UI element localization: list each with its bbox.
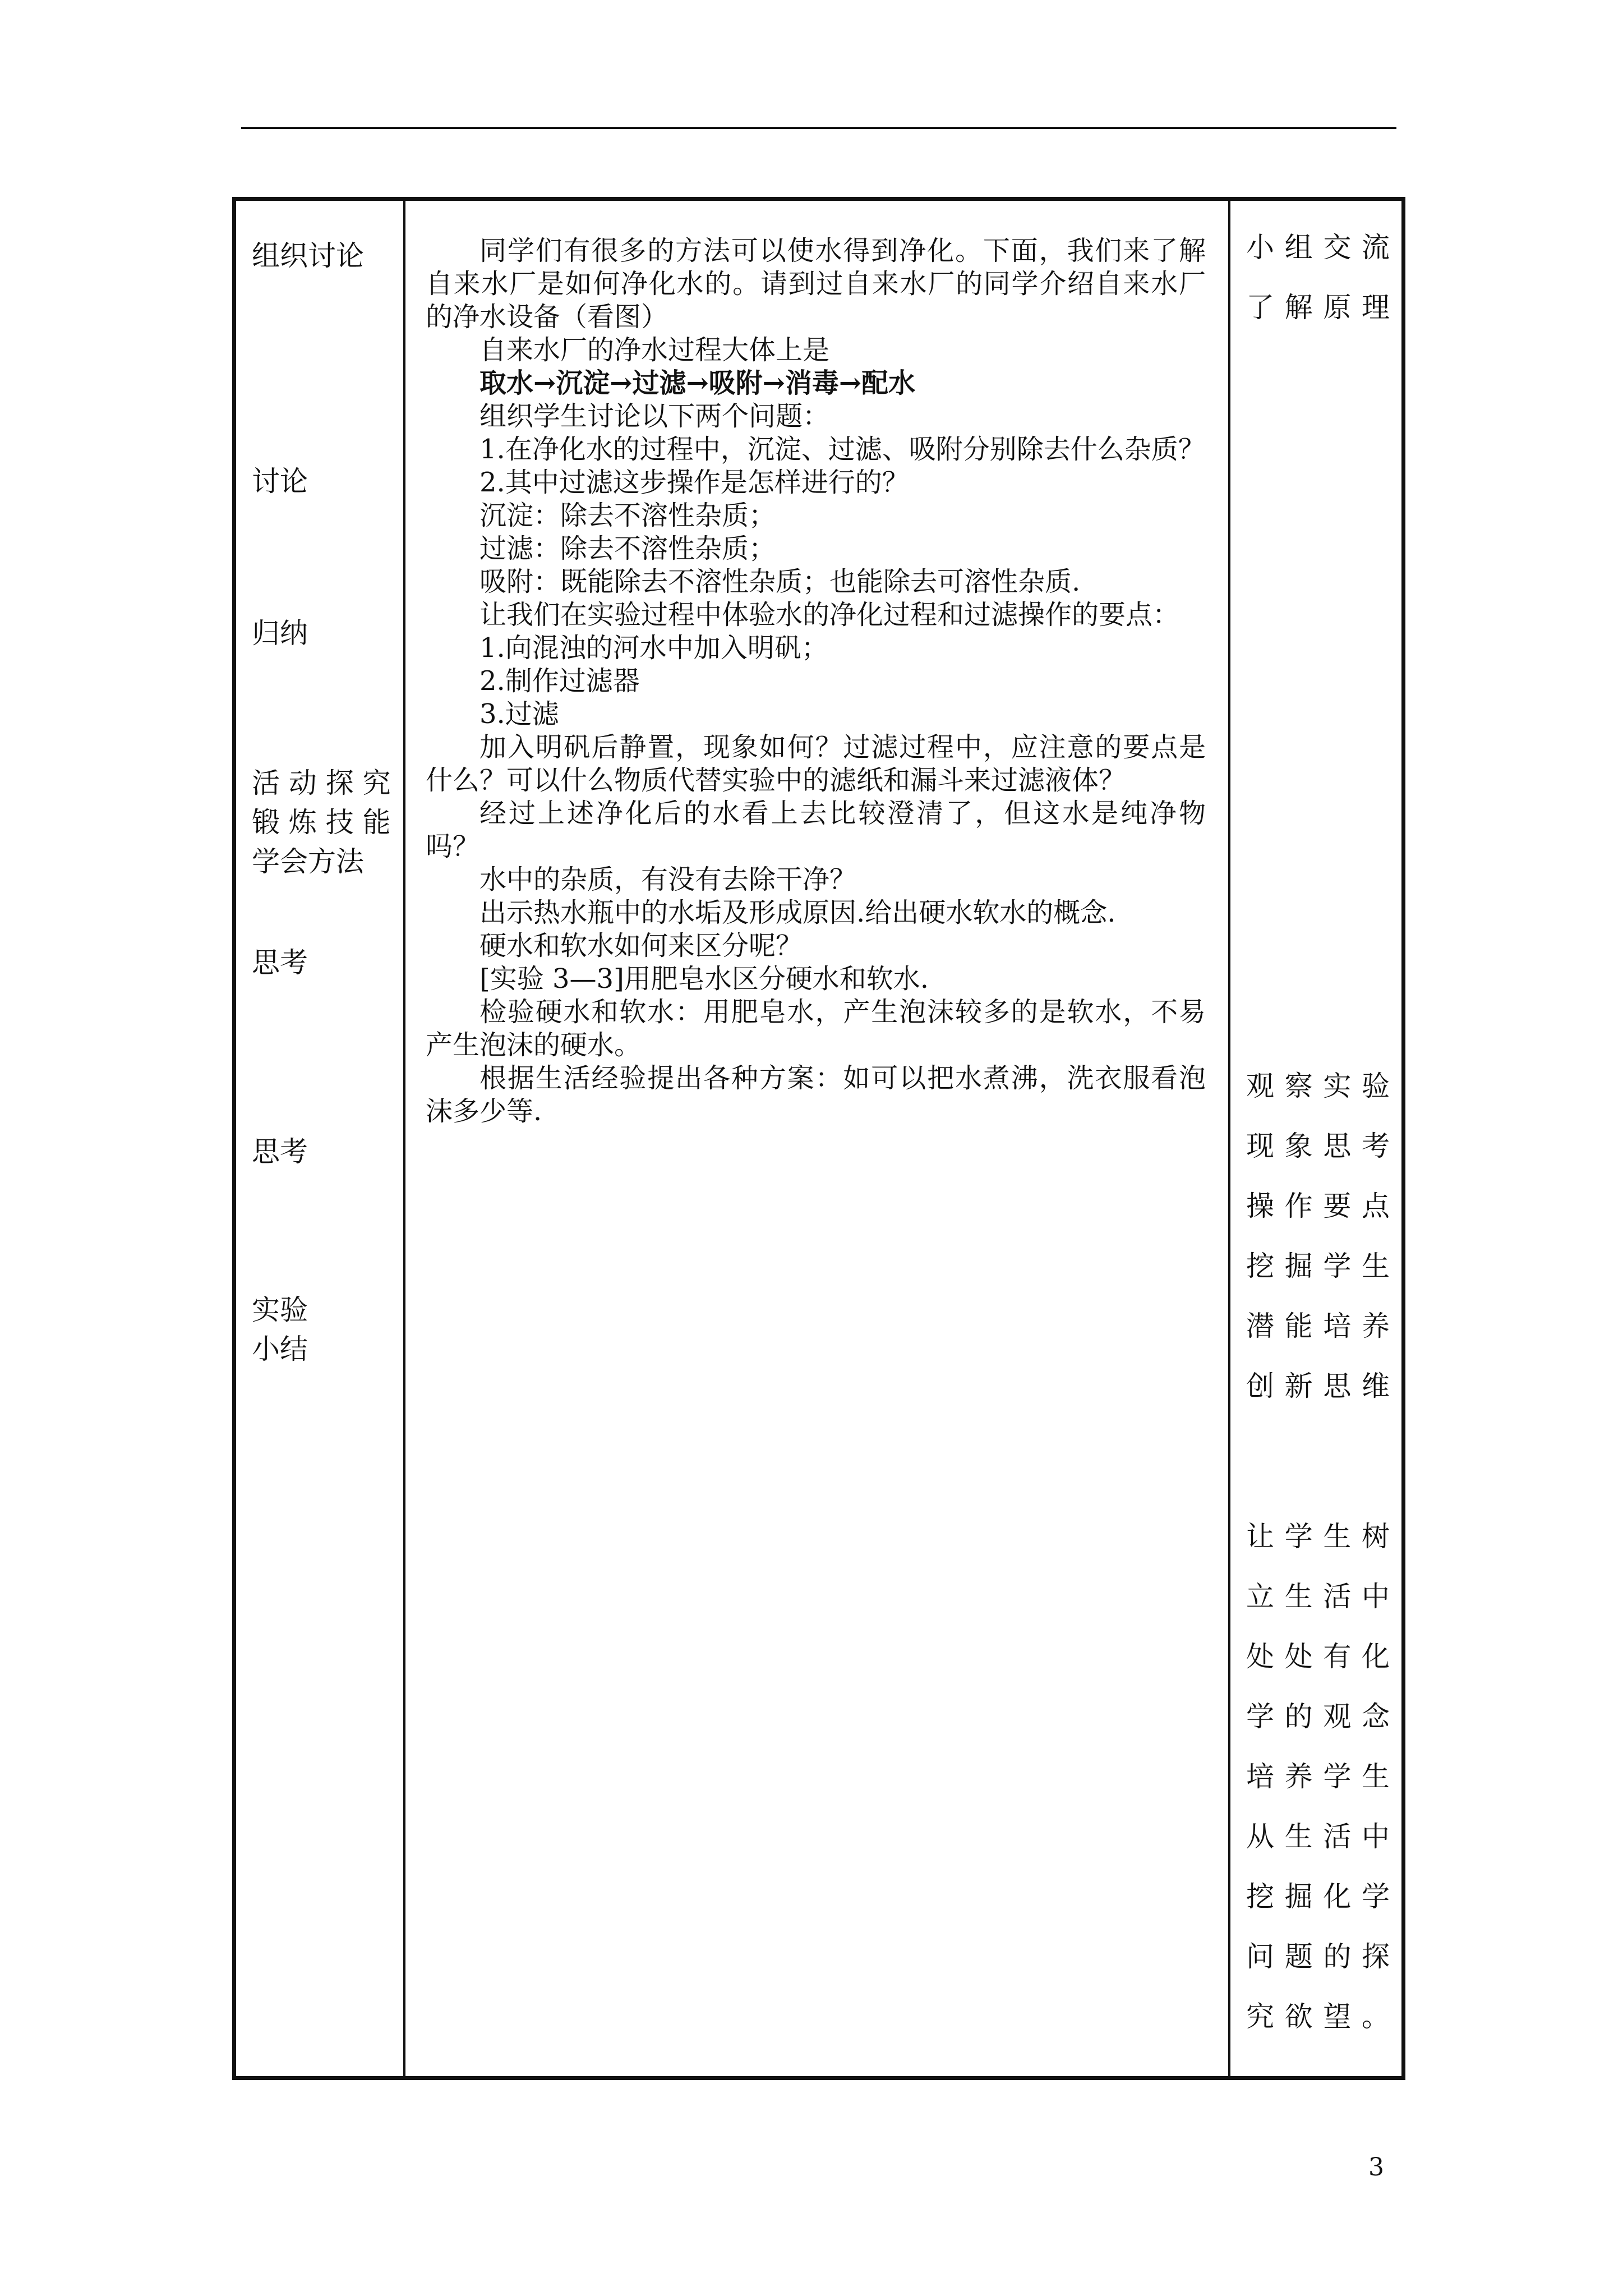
- note-line: 观察实验: [1246, 1070, 1390, 1102]
- content-paragraph: 3.过滤: [479, 698, 559, 730]
- note-line: 了解原理: [1246, 291, 1390, 324]
- stage-label: 组织讨论: [252, 240, 364, 272]
- stage-label: 实验: [252, 1294, 308, 1326]
- stage-label: 讨论: [252, 465, 308, 498]
- content-paragraph: 硬水和软水如何来区分呢？: [479, 930, 803, 961]
- stage-label: 归纳: [252, 617, 308, 650]
- note-line: 让学生树: [1246, 1520, 1390, 1553]
- note-line: 学的观念: [1246, 1700, 1390, 1733]
- note-line: 培养学生: [1246, 1760, 1390, 1793]
- page-number: 3: [1368, 2153, 1384, 2182]
- note-line: 潜能培养: [1246, 1310, 1390, 1342]
- stage-label-group: [252, 1290, 308, 1369]
- stage-label-group: [252, 763, 391, 881]
- content-paragraph: 2.制作过滤器: [479, 665, 640, 697]
- content-paragraph: 水中的杂质，有没有去除干净？: [479, 864, 857, 895]
- note-group: [1246, 218, 1390, 338]
- content-paragraph: 出示热水瓶中的水垢及形成原因.给出硬水软水的概念.: [479, 897, 1116, 928]
- note-line: 问题的探: [1246, 1940, 1390, 1973]
- note-line: 挖掘化学: [1246, 1880, 1390, 1913]
- content-paragraph: 根据生活经验提出各种方案：如可以把水煮沸，洗衣服看泡沫多少等.: [426, 1062, 1206, 1127]
- note-line: 究欲望。: [1246, 2000, 1390, 2033]
- content-paragraph: 检验硬水和软水：用肥皂水，产生泡沫较多的是软水，不易产生泡沫的硬水。: [426, 996, 1206, 1061]
- content-paragraph: 加入明矾后静置，现象如何？过滤过程中，应注意的要点是什么？可以什么物质代替实验中的滤纸和漏斗来过滤液体？: [426, 731, 1206, 796]
- content-column: [405, 234, 1228, 1128]
- note-line: 处处有化: [1246, 1640, 1390, 1673]
- content-paragraph: 沉淀：除去不溶性杂质；: [479, 500, 776, 531]
- content-paragraph: 吸附：既能除去不溶性杂质；也能除去可溶性杂质.: [479, 566, 1081, 597]
- stage-label: 小结: [252, 1333, 308, 1365]
- note-line: 从生活中: [1246, 1820, 1390, 1853]
- stage-label: 学会方法: [252, 845, 364, 878]
- note-line: 现象思考: [1246, 1130, 1390, 1162]
- note-group: [1246, 1056, 1390, 1416]
- note-line: 操作要点: [1246, 1190, 1390, 1222]
- note-line: 小组交流: [1246, 231, 1390, 264]
- content-paragraph: 2.其中过滤这步操作是怎样进行的？: [479, 467, 909, 498]
- content-paragraph: 同学们有很多的方法可以使水得到净化。下面，我们来了解自来水厂是如何净化水的。请到过自来水厂的同学介绍自来水厂的净水设备（看图）: [426, 235, 1206, 333]
- stage-label: 思考: [252, 946, 308, 979]
- lesson-table: [232, 197, 1405, 2080]
- note-group: [1246, 1507, 1390, 2047]
- note-line: 立生活中: [1246, 1580, 1390, 1613]
- content-paragraph: 自来水厂的净水过程大体上是: [479, 334, 830, 366]
- content-paragraph: 1.在净化水的过程中，沉淀、过滤、吸附分别除去什么杂质？: [479, 434, 1205, 465]
- content-paragraph: 1.向混浊的河水中加入明矾；: [479, 632, 828, 664]
- content-paragraph: 过滤：除去不溶性杂质；: [479, 533, 776, 564]
- stage-label: 思考: [252, 1135, 308, 1168]
- content-paragraph: [实验 3—3]用肥皂水区分硬水和软水.: [479, 963, 929, 995]
- content-paragraph: 组织学生讨论以下两个问题：: [479, 401, 830, 432]
- note-line: 挖掘学生: [1246, 1250, 1390, 1282]
- content-paragraph: 让我们在实验过程中体验水的净化过程和过滤操作的要点：: [479, 599, 1180, 631]
- header-rule: [241, 127, 1396, 129]
- content-paragraph: 经过上述净化后的水看上去比较澄清了，但这水是纯净物吗？: [426, 798, 1206, 862]
- stage-label: 活 动 探 究: [252, 767, 391, 799]
- column-divider: [1228, 201, 1230, 2076]
- process-flow: 取水→沉淀→过滤→吸附→消毒→配水: [479, 367, 916, 399]
- note-line: 创新思维: [1246, 1370, 1390, 1402]
- stage-label: 锻 炼 技 能: [252, 806, 391, 839]
